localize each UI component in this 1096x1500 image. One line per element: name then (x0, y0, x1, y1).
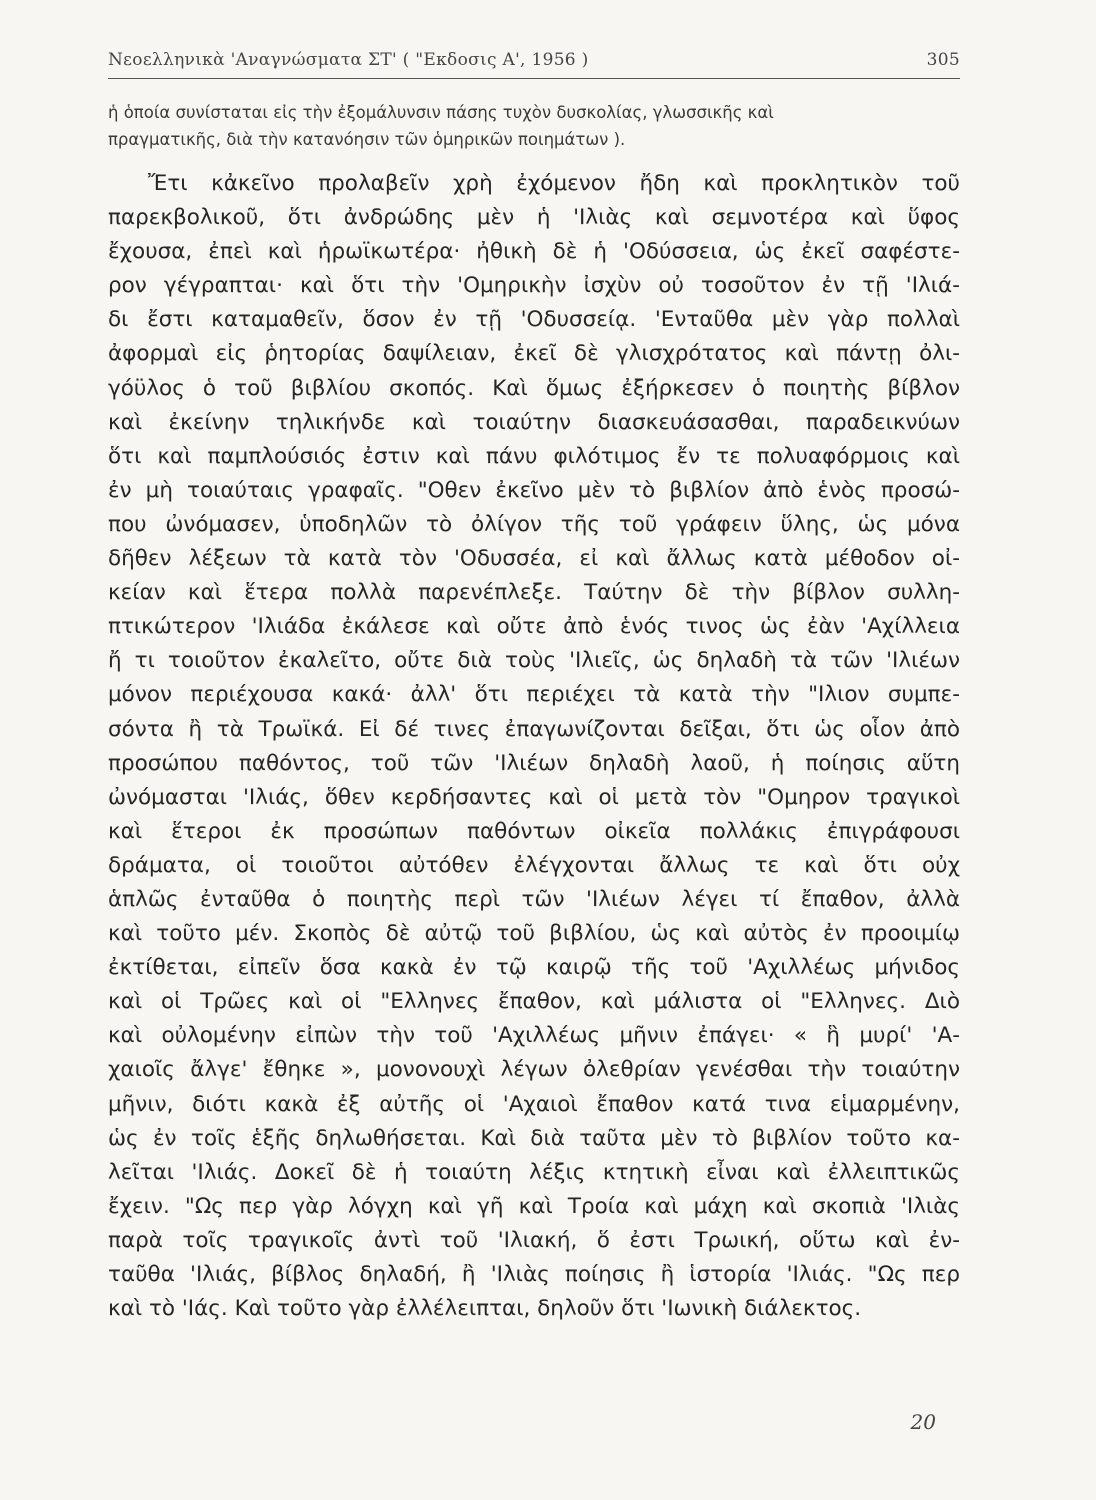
text-line: προσώπου παθόντος, τοῦ τῶν 'Ιλιέων δηλαδὴ λαοῦ, ἡ ποίησις αὕτη (108, 750, 960, 776)
text-line: κείαν καὶ ἕτερα πολλὰ παρενέπλεξε. Ταύτην δὲ τὴν βίβλον συλλη- (108, 580, 960, 606)
text-line: ἔχουσα, ἐπεὶ καὶ ἡρωϊκωτέρα· ἠθικὴ δὲ ἡ 'Οδύσσεια, ὡς ἐκεῖ σαφέστε- (108, 239, 960, 265)
text-line: ἐκτίθεται, εἰπεῖν ὅσα κακὰ ἐν τῷ καιρῷ τῆς τοῦ 'Αχιλλέως μήνιδος (108, 955, 960, 981)
text-line: γόϋλος ὁ τοῦ βιβλίου σκοπός. Καὶ ὅμως ἐξήρκεσεν ὁ ποιητὴς βίβλον (108, 375, 960, 401)
text-line: παρὰ τοῖς τραγικοῖς ἀντὶ τοῦ 'Ιλιακή, ὅ ἐστι Τρωική, οὕτω καὶ ἐν- (108, 1227, 960, 1253)
text-line: ὡς ἐν τοῖς ἑξῆς δηλωθήσεται. Καὶ διὰ ταῦτα μὲν τὸ βιβλίον τοῦτο κα- (108, 1125, 960, 1151)
text-line: ρον γέγραπται· καὶ ὅτι τὴν 'Ομηρικὴν ἰσχὺν οὐ τοσοῦτον ἐν τῇ 'Ιλιά- (108, 273, 960, 299)
text-line: ἔχειν. "Ως περ γὰρ λόγχη καὶ γῆ καὶ Τροία καὶ μάχη καὶ σκοπιὰ 'Ιλιὰς (108, 1193, 960, 1219)
text-line: σόντα ἢ τὰ Τρωϊκά. Εἰ δέ τινες ἐπαγωνίζονται δεῖξαι, ὅτι ὡς οἷον ἀπὸ (108, 716, 960, 742)
text-line: καὶ οἱ Τρῶες καὶ οἱ "Ελληνες ἔπαθον, καὶ μάλιστα οἱ "Ελληνες. Διὸ (108, 989, 960, 1015)
text-line: μῆνιν, διότι κακὰ ἐξ αὐτῆς οἱ 'Αχαιοὶ ἔπαθον κατά τινα εἱμαρμένην, (108, 1091, 960, 1117)
text-line: παρεκβολικοῦ, ὅτι ἀνδρώδης μὲν ἡ 'Ιλιὰς καὶ σεμνοτέρα καὶ ὕφος (108, 205, 960, 231)
text-line: καὶ οὐλομένην εἰπὼν τὴν τοῦ 'Αχιλλέως μῆνιν ἐπάγει· « ἣ μυρί' 'Α- (108, 1023, 960, 1049)
text-line: ταῦθα 'Ιλιάς, βίβλος δηλαδή, ἢ 'Ιλιὰς ποίησις ἢ ἱστορία 'Ιλιάς. "Ως περ (108, 1262, 960, 1287)
main-text (108, 167, 960, 1326)
text-line: Ἔτι κἀκεῖνο προλαβεῖν χρὴ ἐχόμενον ἤδη καὶ προκλητικὸν τοῦ (148, 171, 960, 196)
note-line: ἡ ὁποία συνίσταται εἰς τὴν ἐξομάλυνσιν πάσης τυχὸν δυσκολίας, γλωσσικῆς καὶ (108, 103, 774, 122)
text-line: ἤ τι τοιοῦτον ἐκαλεῖτο, οὔτε διὰ τοὺς 'Ιλιεῖς, ὡς δηλαδὴ τὰ τῶν 'Ιλιέων (108, 648, 960, 674)
text-line: που ὠνόμασεν, ὑποδηλῶν τὸ ὀλίγον τῆς τοῦ γράφειν ὕλης, ὡς μόνα (108, 511, 960, 537)
text-line: μόνον περιέχουσα κακά· ἀλλ' ὅτι περιέχει τὰ κατὰ τὴν "Ιλιον συμπε- (108, 682, 960, 708)
page (108, 40, 960, 1470)
text-line: ἐν μὴ τοιαύταις γραφαῖς. "Οθεν ἐκεῖνο μὲν τὸ βιβλίον ἀπὸ ἑνὸς προσώ- (108, 477, 960, 503)
text-line: καὶ ἐκείνην τηλικήνδε καὶ τοιαύτην διασκευάσασθαι, παραδεικνύων (108, 409, 960, 435)
header-title: Νεοελληνικὰ 'Αναγνώσματα ΣΤ' ( "Εκδοσις Α', 1956 ) (108, 50, 589, 70)
text-line: ὠνόμασται 'Ιλιάς, ὅθεν κερδήσαντες καὶ οἱ μετὰ τὸν "Ομηρον τραγικοὶ (108, 784, 960, 810)
text-line: ἀφορμαὶ εἰς ῥητορίας δαψίλειαν, ἐκεῖ δὲ γλισχρότατος καὶ πάντῃ ὀλι- (108, 341, 960, 367)
text-line: ὅτι καὶ παμπλούσιός ἐστιν καὶ πάνυ φιλότιμος ἔν τε πολυαφόρμοις καὶ (108, 443, 960, 469)
text-line: δι ἔστι καταμαθεῖν, ὅσον ἐν τῇ 'Οδυσσείᾳ. 'Ενταῦθα μὲν γὰρ πολλαὶ (108, 307, 960, 333)
text-line: χαιοῖς ἄλγε' ἔθηκε », μονονουχὶ λέγων ὀλεθρίαν γενέσθαι τὴν τοιαύτην (108, 1057, 960, 1083)
text-line: δράματα, οἱ τοιοῦτοι αὐτόθεν ἐλέγχονται ἄλλως τε καὶ ὅτι οὐχ (108, 852, 960, 878)
running-header (108, 40, 960, 79)
text-line: δῆθεν λέξεων τὰ κατὰ τὸν 'Οδυσσέα, εἰ καὶ ἄλλως κατὰ μέθοδον οἰ- (108, 546, 960, 572)
footnote-block (108, 99, 960, 153)
text-line: λεῖται 'Ιλιάς. Δοκεῖ δὲ ἡ τοιαύτη λέξις κτητικὴ εἶναι καὶ ἐλλειπτικῶς (108, 1159, 960, 1185)
text-line: πτικώτερον 'Ιλιάδα ἐκάλεσε καὶ οὔτε ἀπὸ ἑνός τινος ὡς ἐὰν 'Αχίλλεια (108, 614, 960, 640)
page-number: 305 (926, 50, 960, 70)
signature-mark: 20 (910, 1410, 936, 1434)
text-line: καὶ τὸ 'Ιάς. Καὶ τοῦτο γὰρ ἐλλέλειπται, δηλοῦν ὅτι 'Ιωνικὴ διάλεκτος. (108, 1296, 862, 1322)
text-line: ἁπλῶς ἐνταῦθα ὁ ποιητὴς περὶ τῶν 'Ιλιέων λέγει τί ἔπαθον, ἀλλὰ (108, 886, 960, 912)
text-line: καὶ τοῦτο μέν. Σκοπὸς δὲ αὐτῷ τοῦ βιβλίου, ὡς καὶ αὐτὸς ἐν προοιμίῳ (108, 921, 960, 947)
text-line: καὶ ἕτεροι ἐκ προσώπων παθόντων οἰκεῖα πολλάκις ἐπιγράφουσι (108, 818, 960, 844)
note-line: πραγματικῆς, διὰ τὴν κατανόησιν τῶν ὁμηρικῶν ποιημάτων ). (108, 130, 626, 149)
